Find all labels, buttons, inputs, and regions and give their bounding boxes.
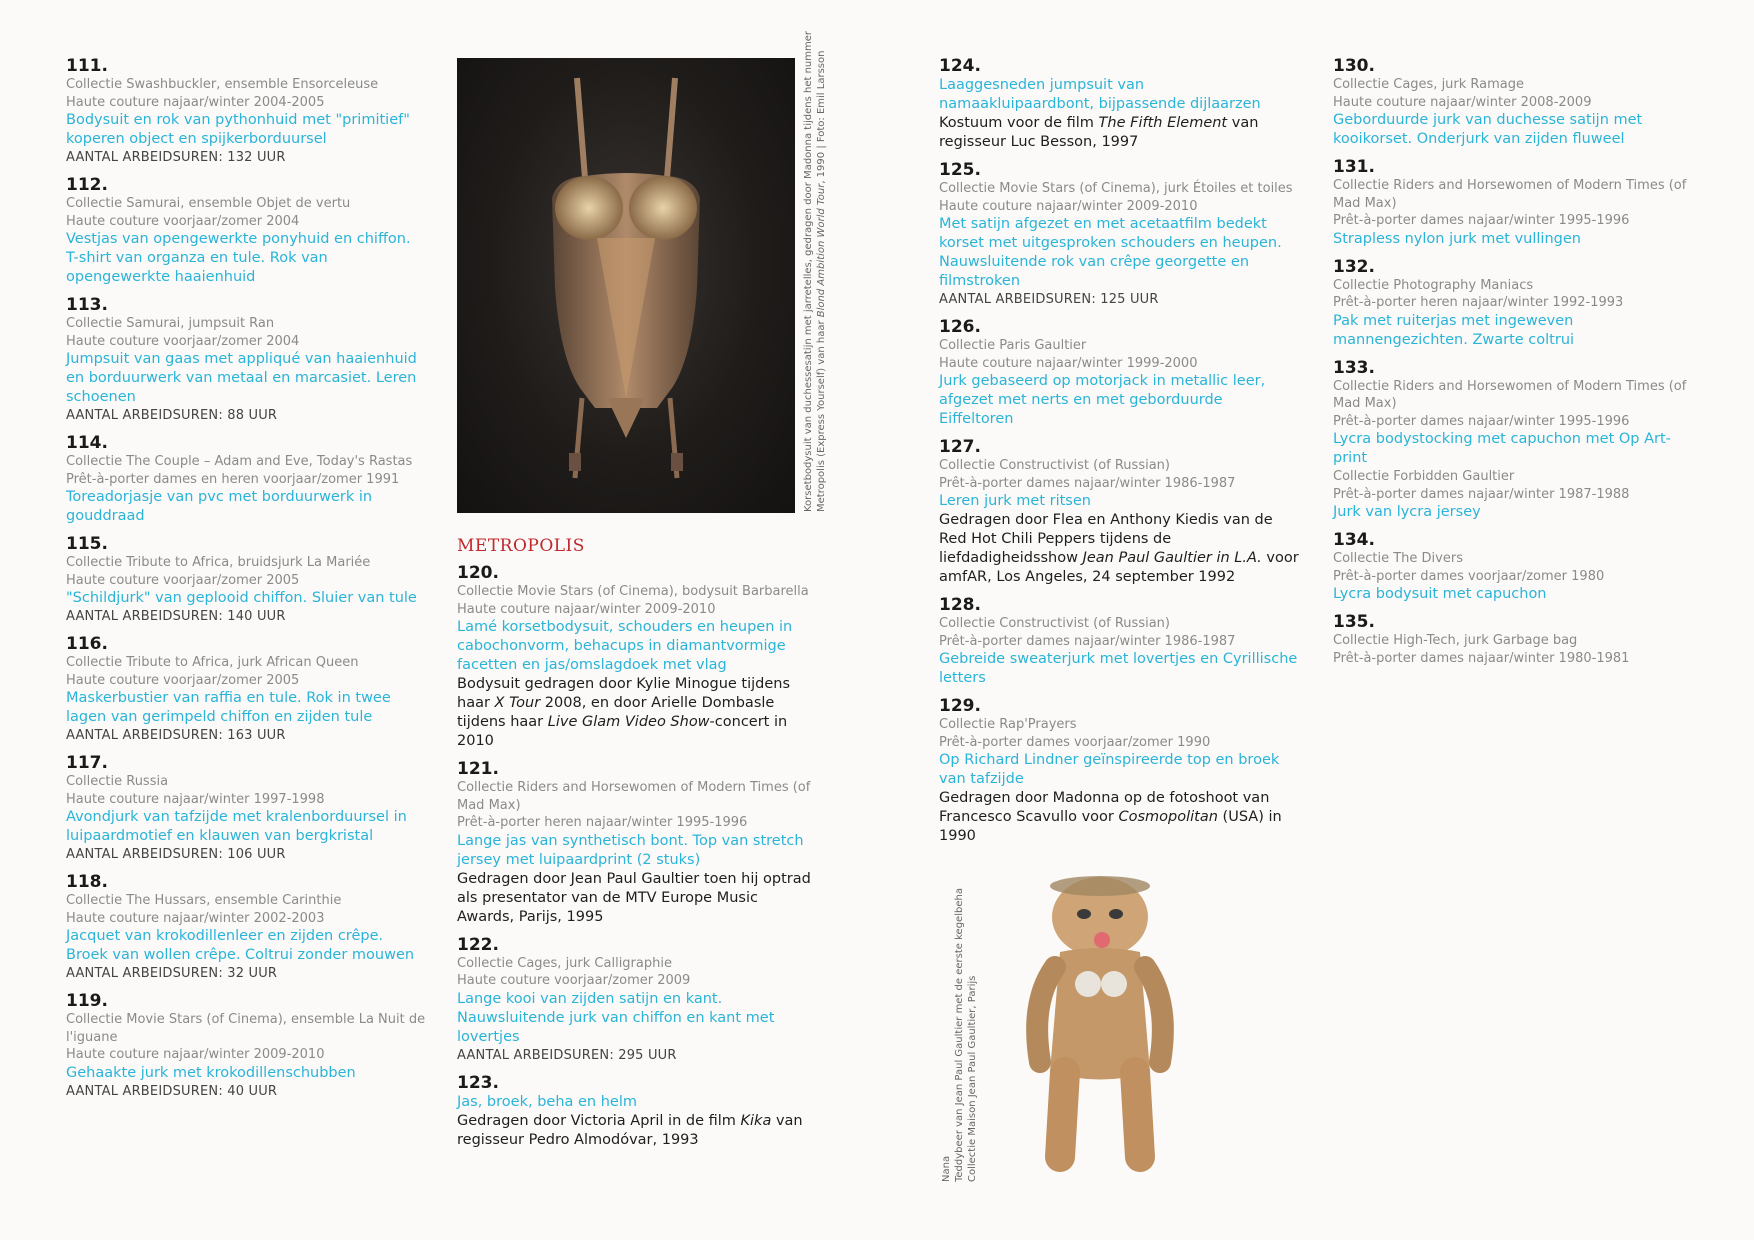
entry-collection-info: Collectie Movie Stars (of Cinema), jurk Étoiles et toiles [939, 181, 1293, 196]
entry-note: Kostuum voor de film The Fifth Element van regisseur Luc Besson, 1997 [939, 115, 1259, 150]
entry-work-hours: AANTAL ARBEIDSUREN: 32 UUR [66, 966, 278, 981]
entry-collection-info: Collectie Samurai, ensemble Objet de vertu [66, 196, 351, 211]
catalog-entry [1333, 257, 1703, 350]
entry-number: 129. [939, 696, 981, 716]
entry-collection-info: Prêt-à-porter dames najaar/winter 1987-1988 [1333, 486, 1630, 502]
catalog-entry [66, 534, 426, 626]
catalog-entry [457, 563, 817, 751]
entry-collection-info: Prêt-à-porter heren najaar/winter 1992-1993 [1333, 295, 1624, 310]
entry-number: 133. [1333, 357, 1375, 378]
catalog-entry [939, 595, 1299, 688]
entry-collection-info: Haute couture najaar/winter 1997-1998 [66, 791, 325, 807]
entry-collection-info: Collectie Cages, jurk Ramage [1333, 77, 1525, 92]
entry-collection-info: Prêt-à-porter dames en heren voorjaar/zomer 1991 [66, 471, 400, 487]
entry-collection-info: Haute couture najaar/winter 2008-2009 [1333, 94, 1592, 110]
entry-collection-info: Collectie The Couple – Adam and Eve, Today's Rastas [66, 454, 413, 469]
entry-note: Bodysuit gedragen door Kylie Minogue tijdens haar X Tour 2008, en door Arielle Dombasle tijdens haar Live Glam Video Show-concert in 2010 [457, 676, 791, 749]
entry-number: 117. [66, 753, 108, 773]
entry-description: Lamé korsetbodysuit, schouders en heupen in cabochonvorm, behacups in diamantvormige facetten en jas/omslagdoek met vlag [457, 619, 793, 673]
catalog-entry [939, 56, 1299, 152]
entry-number: 111. [66, 56, 108, 76]
entry-number: 127. [939, 437, 981, 457]
entry-collection-info: Haute couture najaar/winter 2002-2003 [66, 910, 325, 926]
entry-description: Strapless nylon jurk met vullingen [1333, 230, 1581, 247]
entry-description: Vestjas van opengewerkte ponyhuid en chiffon. T-shirt van organza en tule. Rok van opengewerkte haaienhuid [66, 231, 411, 285]
teddy-caption-line-1: Nana [941, 1155, 952, 1182]
catalog-entry [66, 753, 426, 864]
catalog-entry [939, 160, 1299, 309]
catalog-entry [66, 872, 426, 983]
entry-number: 115. [66, 534, 108, 554]
entry-number: 116. [66, 634, 108, 654]
catalog-entry [939, 696, 1299, 846]
catalog-entry [939, 317, 1299, 429]
teddy-caption-line-2: Teddybeer van Jean Paul Gaultier met de eerste kegelbeha [954, 888, 965, 1182]
entry-number: 130. [1333, 56, 1375, 76]
catalog-entry [1333, 56, 1703, 149]
entry-description: Bodysuit en rok van pythonhuid met "primitief" koperen object en spijkerborduursel [66, 112, 410, 147]
entry-description: "Schildjurk" van geplooid chiffon. Sluier van tule [66, 590, 417, 606]
entry-collection-info: Collectie Swashbuckler, ensemble Ensorceleuse [66, 77, 379, 92]
entry-collection-info: Collectie Paris Gaultier [939, 338, 1087, 353]
catalog-entry [1333, 612, 1703, 667]
entry-number: 124. [939, 56, 981, 76]
entry-work-hours: AANTAL ARBEIDSUREN: 40 UUR [66, 1083, 278, 1099]
entry-work-hours: AANTAL ARBEIDSUREN: 132 UUR [66, 150, 286, 165]
entry-collection-info: Haute couture voorjaar/zomer 2005 [66, 572, 300, 588]
entry-collection-info: Prêt-à-porter dames voorjaar/zomer 1980 [1333, 568, 1605, 584]
entry-work-hours: AANTAL ARBEIDSUREN: 140 UUR [66, 609, 286, 624]
entry-collection-info: Prêt-à-porter dames najaar/winter 1980-1981 [1333, 650, 1630, 666]
entry-description: Gebreide sweaterjurk met lovertjes en Cyrillische letters [939, 651, 1298, 686]
entry-number: 121. [457, 759, 499, 779]
entry-collection-info: Collectie The Divers [1333, 551, 1463, 566]
entry-collection-info: Prêt-à-porter heren najaar/winter 1995-1996 [457, 815, 748, 830]
entry-number: 120. [457, 563, 499, 583]
entry-number: 128. [939, 595, 981, 615]
teddy-caption-line-3: Collectie Maison Jean Paul Gaultier, Parijs [967, 975, 978, 1182]
entry-collection-info: Collectie Samurai, jumpsuit Ran [66, 316, 275, 331]
entry-number: 113. [66, 295, 108, 315]
entry-collection-info: Collectie Movie Stars (of Cinema), ensemble La Nuit de l'iguane [66, 1012, 426, 1045]
entry-number: 135. [1333, 612, 1375, 632]
entry-collection-info: Haute couture najaar/winter 2009-2010 [939, 198, 1198, 214]
entry-collection-info: Haute couture voorjaar/zomer 2005 [66, 672, 300, 688]
catalog-column-1 [66, 56, 426, 1109]
catalog-entry [66, 634, 426, 745]
catalog-column-3 [939, 56, 1299, 854]
entry-number: 123. [457, 1072, 499, 1093]
entry-number: 126. [939, 317, 981, 337]
entry-collection-info: Haute couture voorjaar/zomer 2004 [66, 333, 300, 349]
entry-collection-info: Collectie Forbidden Gaultier [1333, 469, 1515, 484]
teddy-bear-image [1000, 872, 1200, 1182]
entry-collection-info: Collectie Riders and Horsewomen of Modern Times (of Mad Max) [1333, 178, 1687, 211]
catalog-entry [457, 759, 817, 927]
corset-photo-caption [802, 31, 828, 512]
corset-caption-line-1: Korsetbodysuit van duchessesatijn met jarretelles, gedragen door Madonna tijdens het nummer [803, 31, 814, 512]
entry-number: 122. [457, 934, 499, 955]
section-title-metropolis: METROPOLIS [457, 536, 585, 556]
entry-collection-info: Haute couture najaar/winter 2009-2010 [457, 601, 716, 617]
entry-collection-info: Haute couture najaar/winter 1999-2000 [939, 355, 1198, 371]
entry-description: Jumpsuit van gaas met appliqué van haaienhuid en borduurwerk van metaal en marcasiet. Leren schoenen [66, 351, 417, 405]
entry-collection-info: Collectie Tribute to Africa, jurk African Queen [66, 655, 359, 670]
entry-description: Jas, broek, beha en helm [457, 1093, 637, 1110]
entry-collection-info: Collectie Riders and Horsewomen of Modern Times (of Mad Max) [457, 780, 811, 813]
entry-work-hours: AANTAL ARBEIDSUREN: 106 UUR [66, 847, 286, 862]
entry-description: Op Richard Lindner geïnspireerde top en broek van tafzijde [939, 752, 1280, 787]
entry-collection-info: Collectie Rap'Prayers [939, 717, 1077, 732]
entry-description: Toreadorjasje van pvc met borduurwerk in gouddraad [66, 489, 373, 524]
entry-number: 119. [66, 991, 108, 1011]
entry-collection-info: Collectie The Hussars, ensemble Carinthie [66, 893, 342, 908]
entry-collection-info: Haute couture voorjaar/zomer 2004 [66, 213, 300, 229]
entry-collection-info: Collectie Tribute to Africa, bruidsjurk La Mariée [66, 555, 371, 570]
teddy-bear-caption [940, 888, 979, 1182]
entry-description: Lange jas van synthetisch bont. Top van stretch jersey met luipaardprint (2 stuks) [457, 832, 804, 868]
entry-collection-info: Prêt-à-porter dames najaar/winter 1986-1987 [939, 475, 1236, 491]
entry-collection-info: Collectie High-Tech, jurk Garbage bag [1333, 633, 1578, 648]
corset-image [457, 58, 795, 513]
entry-description: Jacquet van krokodillenleer en zijden crêpe. Broek van wollen crêpe. Coltrui zonder mouwen [66, 928, 415, 963]
catalog-entry [66, 991, 426, 1101]
entry-number: 125. [939, 160, 981, 180]
entry-number: 118. [66, 872, 108, 892]
catalog-entry [1333, 530, 1703, 604]
entry-number: 132. [1333, 256, 1375, 277]
entry-description: Pak met ruiterjas met ingeweven mannengezichten. Zwarte coltrui [1333, 312, 1575, 348]
entry-description: Maskerbustier van raffia en tule. Rok in twee lagen van gerimpeld chiffon en zijden tule [66, 690, 391, 725]
entry-collection-info: Prêt-à-porter dames najaar/winter 1995-1996 [1333, 213, 1630, 228]
entry-collection-info: Collectie Constructivist (of Russian) [939, 616, 1170, 631]
entry-collection-info: Collectie Russia [66, 774, 169, 789]
entry-description: Gehaakte jurk met krokodillenschubben [66, 1064, 356, 1081]
entry-collection-info: Haute couture najaar/winter 2009-2010 [66, 1047, 325, 1062]
catalog-entry [66, 175, 426, 287]
entry-note: Gedragen door Flea en Anthony Kiedis van de Red Hot Chili Peppers tijdens de liefdadigheidsshow Jean Paul Gaultier in L.A. voor amfAR, Los Angeles, 24 september 1992 [939, 512, 1299, 585]
catalog-column-2 [457, 535, 817, 1158]
entry-description: Lycra bodystocking met capuchon met Op Art-print [1333, 431, 1671, 466]
entry-description: Jurk van lycra jersey [1333, 504, 1481, 520]
entry-collection-info: Prêt-à-porter dames najaar/winter 1995-1996 [1333, 413, 1630, 429]
catalog-entry [939, 437, 1299, 587]
entry-description: Laaggesneden jumpsuit van namaakluipaardbont, bijpassende dijlaarzen [939, 77, 1261, 112]
catalog-entry [1333, 358, 1703, 523]
teddy-bear-photo [1000, 872, 1200, 1182]
entry-description: Lycra bodysuit met capuchon [1333, 586, 1547, 602]
entry-work-hours: AANTAL ARBEIDSUREN: 125 UUR [939, 292, 1159, 307]
entry-note: Gedragen door Victoria April in de film Kika van regisseur Pedro Almodóvar, 1993 [457, 1112, 803, 1148]
catalog-entry [66, 433, 426, 526]
catalog-entry [66, 295, 426, 425]
catalog-entry [1333, 157, 1703, 249]
entry-note: Gedragen door Madonna op de fotoshoot van Francesco Scavullo voor Cosmopolitan (USA) in 1990 [939, 790, 1282, 844]
entry-collection-info: Collectie Riders and Horsewomen of Modern Times (of Mad Max) [1333, 378, 1687, 411]
entry-number: 131. [1333, 157, 1375, 177]
entry-description: Avondjurk van tafzijde met kralenborduursel in luipaardmotief en klauwen van bergkristal [66, 809, 407, 844]
entry-description: Jurk gebaseerd op motorjack in metallic leer, afgezet met nerts en met geborduurde Eiffeltoren [939, 373, 1266, 427]
entry-collection-info: Haute couture najaar/winter 2004-2005 [66, 94, 325, 110]
catalog-column-4 [1333, 56, 1703, 675]
catalog-entry [457, 935, 817, 1065]
entry-work-hours: AANTAL ARBEIDSUREN: 88 UUR [66, 408, 278, 423]
entry-description: Met satijn afgezet en met acetaatfilm bedekt korset met uitgesproken schouders en heupen. Nauwsluitende rok van crêpe georgette en filmstroken [939, 216, 1282, 289]
entry-note: Gedragen door Jean Paul Gaultier toen hij optrad als presentator van de MTV Europe Music Awards, Parijs, 1995 [457, 870, 811, 925]
entry-description: Geborduurde jurk van duchesse satijn met kooikorset. Onderjurk van zijden fluweel [1333, 112, 1643, 147]
entry-number: 112. [66, 175, 108, 195]
corset-caption-line-2: Metropolis (Express Yourself) van haar Blond Ambition World Tour, 1990 | Foto: Emil Larsson [816, 50, 827, 512]
entry-collection-info: Collectie Photography Maniacs [1333, 277, 1534, 293]
entry-work-hours: AANTAL ARBEIDSUREN: 295 UUR [457, 1047, 677, 1063]
entry-collection-info: Haute couture voorjaar/zomer 2009 [457, 973, 691, 988]
entry-work-hours: AANTAL ARBEIDSUREN: 163 UUR [66, 728, 286, 743]
catalog-entry [66, 56, 426, 167]
entry-collection-info: Collectie Constructivist (of Russian) [939, 458, 1170, 473]
entry-collection-info: Collectie Movie Stars (of Cinema), bodysuit Barbarella [457, 584, 809, 599]
entry-description: Leren jurk met ritsen [939, 493, 1091, 509]
corset-photo [457, 58, 795, 513]
catalog-entry [457, 1073, 817, 1150]
entry-collection-info: Collectie Cages, jurk Calligraphie [457, 955, 672, 971]
entry-description: Lange kooi van zijden satijn en kant. Nauwsluitende jurk van chiffon en kant met lovertjes [457, 990, 775, 1045]
entry-number: 114. [66, 433, 108, 453]
entry-number: 134. [1333, 530, 1375, 550]
entry-collection-info: Prêt-à-porter dames najaar/winter 1986-1987 [939, 633, 1236, 649]
entry-collection-info: Prêt-à-porter dames voorjaar/zomer 1990 [939, 734, 1211, 750]
